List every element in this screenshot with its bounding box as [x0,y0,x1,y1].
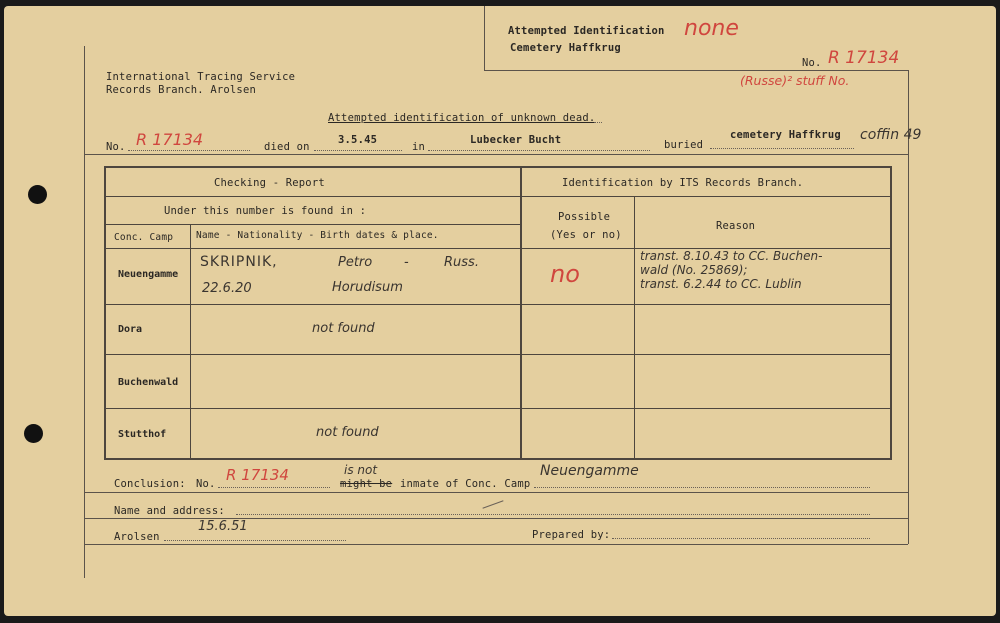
row2-not-found: not found [312,321,375,336]
row-line-1 [106,196,890,197]
form-title: Attempted identification of unknown dead. [328,112,596,124]
possible-header-2: (Yes or no) [550,229,622,241]
row1-reason-2: wald (No. 25869); [640,263,748,277]
buried-dots [710,148,854,149]
attempted-identification-value: none [684,16,739,41]
died-on-value: 3.5.45 [338,134,378,146]
row1-reason-3: transt. 6.2.44 to CC. Lublin [640,277,802,291]
prepared-by-dots [612,538,870,539]
conclusion-is-not: is not [344,463,378,477]
row1-surname: SKRIPNIK, [200,254,278,270]
org-line-1: International Tracing Service [106,71,296,83]
found-in-heading: Under this number is found in : [164,205,367,217]
name-address-tick [482,500,503,508]
conclusion-might-be: might be [340,478,393,490]
record-no-label: No. [106,141,126,153]
conclusion-inmate-label: inmate of Conc. Camp [400,478,531,490]
name-address-label: Name and address: [114,505,225,517]
col-divider-main [520,168,522,458]
coffin-number: coffin 49 [860,127,922,143]
header-number: R 17134 [828,48,900,68]
conclusion-camp-dots [534,487,870,488]
russe-stuff-no: (Russe)² stuff No. [740,73,850,88]
camp-buchenwald: Buchenwald [118,377,179,388]
row1-birth-place: Horudisum [332,280,403,295]
header-box-bottom [484,70,908,71]
possible-header-1: Possible [558,211,611,223]
conclusion-no-label: No. [196,478,216,490]
row1-dash: - [404,255,409,270]
in-value: Lubecker Bucht [470,134,562,146]
conclusion-label: Conclusion: [114,478,186,490]
col-divider-camp [190,224,191,458]
conclusion-camp-value: Neuengamme [540,463,639,479]
checking-report-table [104,166,892,460]
cemetery-label: Cemetery Haffkrug [510,42,621,54]
reason-column-header: Reason [716,220,756,232]
identification-heading: Identification by ITS Records Branch. [562,177,804,189]
row1-reason-1: transt. 8.10.43 to CC. Buchen- [640,249,823,263]
header-no-label: No. [802,57,822,69]
bottom-divider [84,544,908,545]
punch-hole-top [28,185,47,204]
camp-stutthof: Stutthof [118,429,167,440]
left-margin-rule [84,46,85,578]
row-line-6 [106,408,890,409]
footer-date: 15.6.51 [198,519,248,534]
checking-report-heading: Checking - Report [214,177,325,189]
form-title-underline-dots [594,122,602,123]
buried-value: cemetery Haffkrug [730,129,841,141]
index-card [4,6,996,616]
died-on-dots [314,150,402,151]
camp-dora: Dora [118,324,143,335]
camp-column-header: Conc. Camp [114,232,174,243]
name-address-dots [236,514,870,515]
col-divider-possible [634,196,635,458]
arolsen-label: Arolsen [114,531,160,543]
header-box-left [484,6,485,70]
row1-nationality: Russ. [444,255,479,270]
org-line-2: Records Branch. Arolsen [106,84,256,96]
header-divider [84,154,908,155]
camp-neuengamme: Neuengamme [118,269,179,280]
conclusion-no-value: R 17134 [226,466,289,484]
attempted-identification-label: Attempted Identification [508,25,665,37]
conclusion-divider [84,492,908,493]
record-no-dots [128,150,250,151]
row1-possible: no [550,260,580,288]
buried-label: buried [664,139,704,151]
record-no-value: R 17134 [136,130,204,149]
row1-first-name: Petro [338,255,373,270]
conclusion-no-dots [218,487,330,488]
row4-not-found: not found [316,425,379,440]
row-line-5 [106,354,890,355]
row-line-4 [106,304,890,305]
in-label: in [412,141,426,153]
punch-hole-bottom [24,424,43,443]
row1-birth-date: 22.6.20 [202,281,252,296]
in-dots [428,150,650,151]
name-column-header: Name - Nationality - Birth dates & place. [196,230,439,241]
row-line-2 [106,224,520,225]
date-dots [164,540,346,541]
died-on-label: died on [264,141,310,153]
prepared-by-label: Prepared by: [532,529,611,541]
